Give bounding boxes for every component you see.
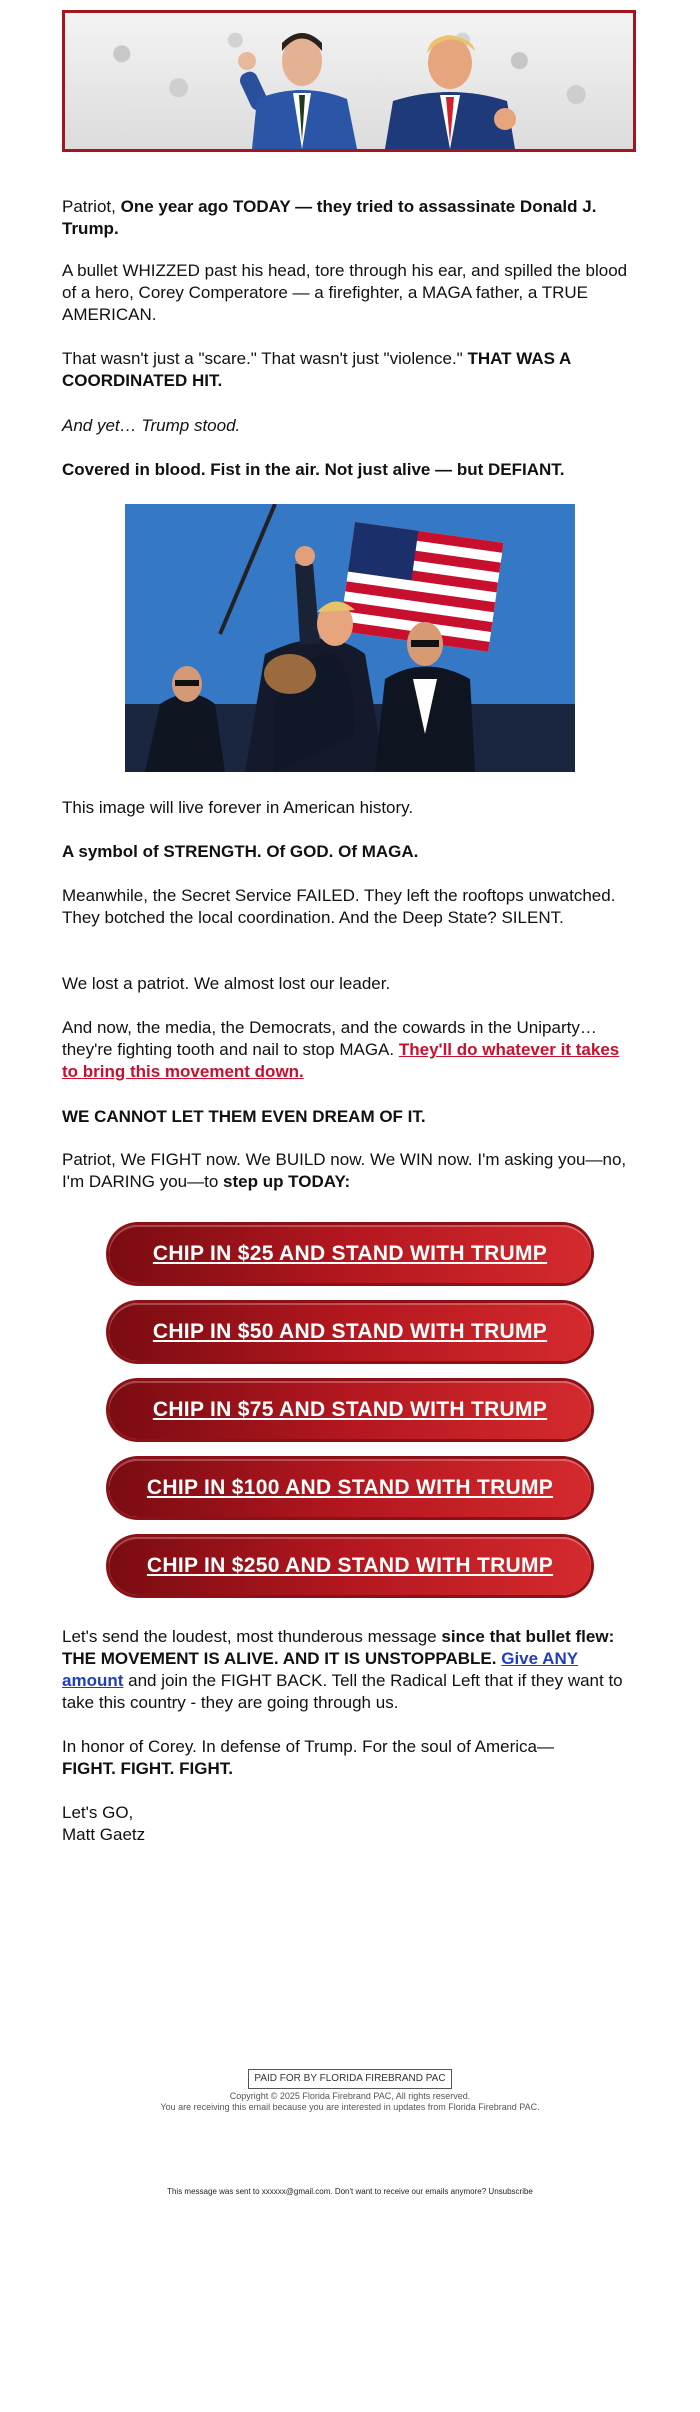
paid-for-box: PAID FOR BY FLORIDA FIREBRAND PAC [248,2069,452,2089]
send-text: Let's send the loudest, most thunderous message [62,1627,442,1646]
greeting-headline: One year ago TODAY — they tried to assassinate Donald J. Trump. [62,197,597,238]
gaetz-image [227,21,377,149]
chip-in-75-button[interactable]: CHIP IN $75 AND STAND WITH TRUMP [109,1381,591,1439]
chip-in-250-button[interactable]: CHIP IN $250 AND STAND WITH TRUMP [109,1537,591,1595]
receiving-text: You are receiving this email because you are interested in updates from Florida Firebrand PAC. [160,2102,540,2112]
defiant-paragraph: Covered in blood. Fist in the air. Not just alive — but DEFIANT. [62,460,565,479]
fight-paragraph [62,1149,638,1193]
greeting-text: Patriot, [62,197,121,216]
fight-bold: step up TODAY: [223,1172,351,1191]
signature: Matt Gaetz [62,1825,146,1844]
unsubscribe-text[interactable]: This message was sent to xxxxxx@gmail.com. Don't want to receive our emails anymore? Unsubscribe [167,2187,533,2196]
media-text: And now, the media, the Democrats, and the cowards in the Uniparty… they're fighting tooth and nail to stop MAGA. [62,1018,597,1059]
header-banner [62,10,636,152]
cannot-paragraph: WE CANNOT LET THEM EVEN DREAM OF IT. [62,1107,426,1126]
send-rest: and join the FIGHT BACK. Tell the Radical Left that if they want to take this country - they are going through us. [62,1671,623,1712]
honor-bold: FIGHT. FIGHT. FIGHT. [62,1759,233,1778]
fight-text: Patriot, We FIGHT now. We BUILD now. We WIN now. I'm asking you—no, I'm DARING you—to [62,1150,627,1191]
chip-in-50-button[interactable]: CHIP IN $50 AND STAND WITH TRUMP [109,1303,591,1361]
stood-paragraph: And yet… Trump stood. [62,416,241,435]
rally-photo [125,504,575,772]
honor-text: In honor of Corey. In defense of Trump. For the soul of America— [62,1737,554,1756]
send-bold: since that bullet flew: THE MOVEMENT IS ALIVE. AND IT IS UNSTOPPABLE. [62,1627,615,1668]
media-link[interactable]: They'll do whatever it takes to bring this movement down. [62,1040,620,1081]
copyright-text: Copyright © 2025 Florida Firebrand PAC, All rights reserved. [229,2091,471,2101]
rally-photo-illustration [125,504,575,772]
greeting-paragraph [62,196,638,240]
bullet-paragraph: A bullet WHIZZED past his head, tore through his ear, and spilled the blood of a hero, Corey Comperatore — a firefighter, a MAGA father, a TRUE AMERICAN. [62,261,628,324]
trump-image [365,21,535,149]
scare-bold: THAT WAS A COORDINATED HIT. [62,349,571,390]
send-message-paragraph [62,1626,638,1714]
media-paragraph [62,1017,638,1083]
chip-in-25-button[interactable]: CHIP IN $25 AND STAND WITH TRUMP [109,1225,591,1283]
lost-paragraph: We lost a patriot. We almost lost our leader. [62,974,391,993]
signoff: Let's GO, [62,1803,134,1822]
image-paragraph: This image will live forever in American history. [62,798,414,817]
give-any-amount-link[interactable]: Give ANY amount [62,1649,579,1690]
secret-service-paragraph: Meanwhile, the Secret Service FAILED. They left the rooftops unwatched. They botched the local coordination. And the Deep State? SILENT. [62,886,616,927]
scare-paragraph [62,348,638,392]
symbol-paragraph: A symbol of STRENGTH. Of GOD. Of MAGA. [62,842,419,861]
chip-in-100-button[interactable]: CHIP IN $100 AND STAND WITH TRUMP [109,1459,591,1517]
scare-text: That wasn't just a "scare." That wasn't just "violence." [62,349,468,368]
honor-paragraph [62,1736,638,1780]
